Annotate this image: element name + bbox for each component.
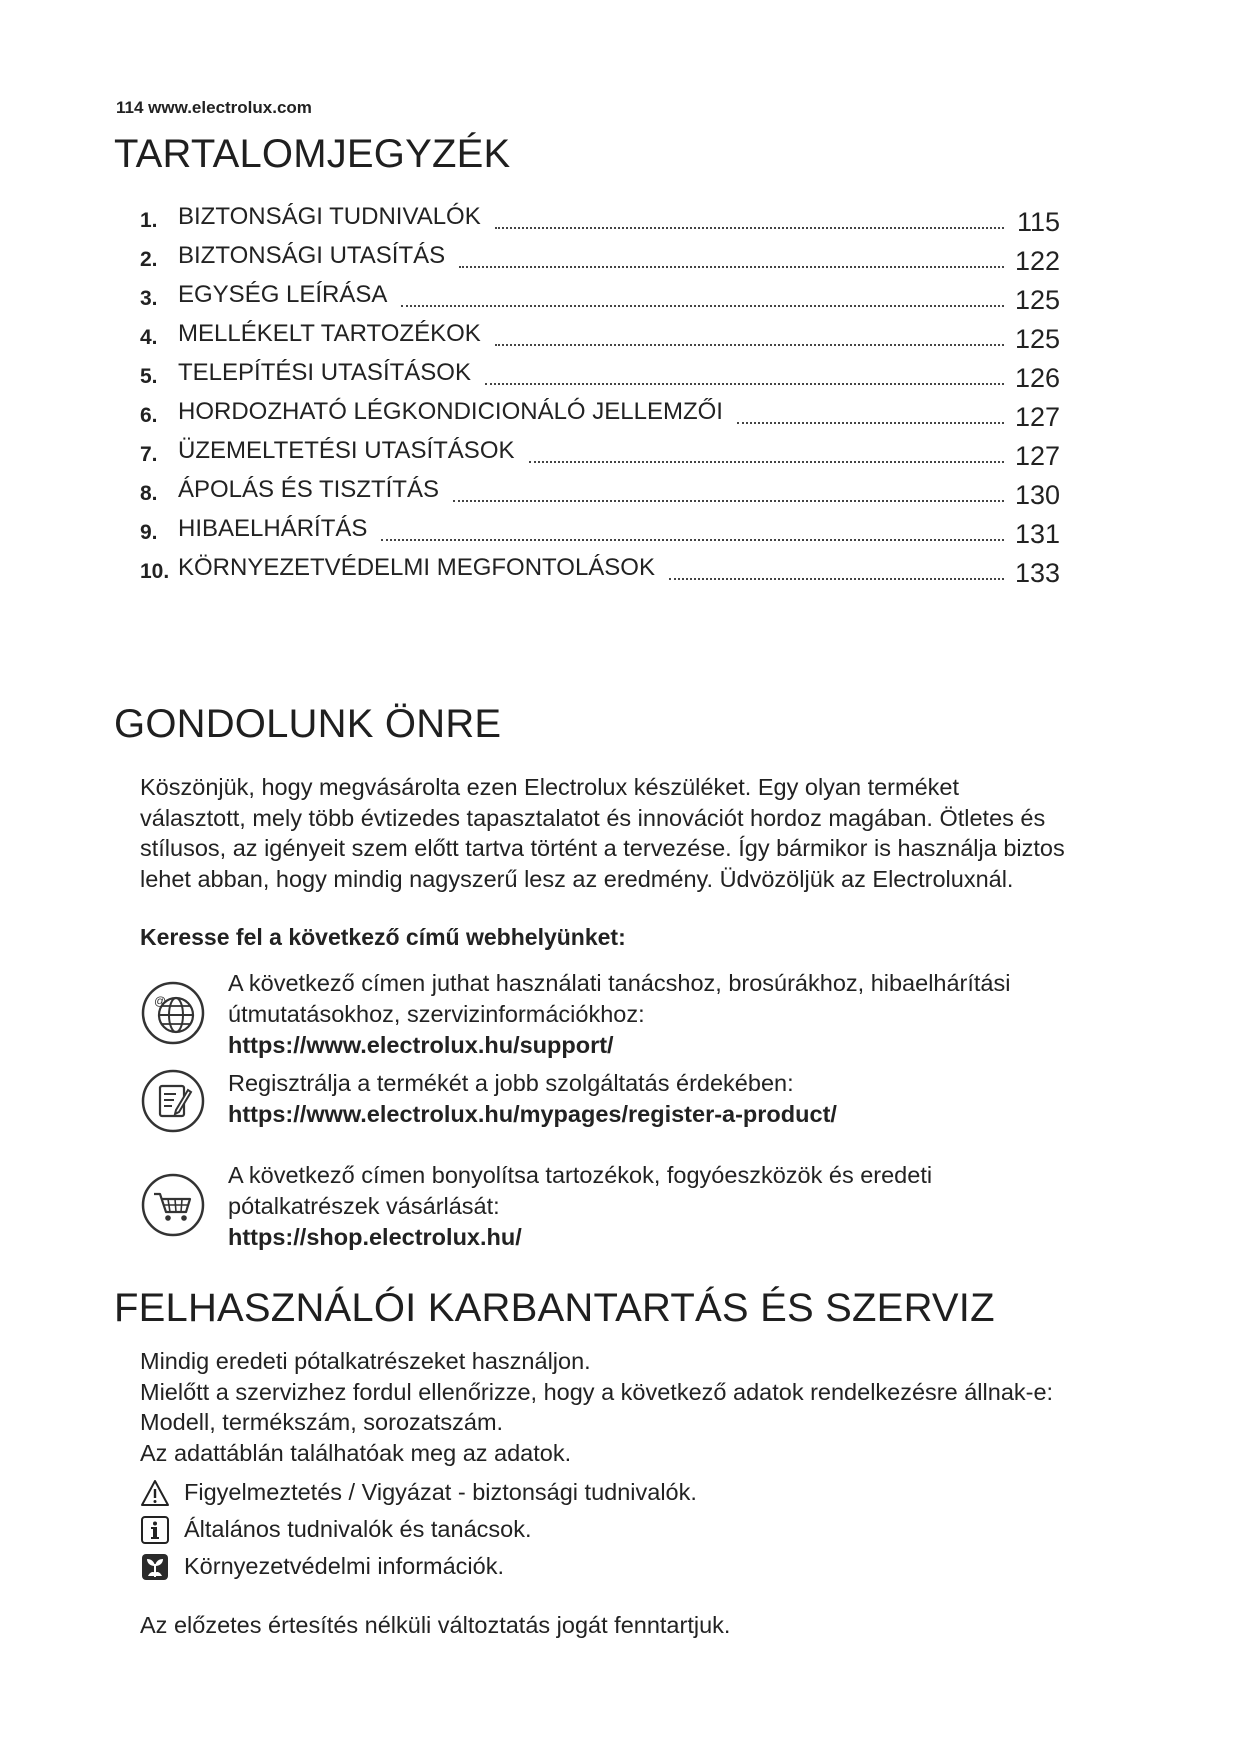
- website-link[interactable]: www.electrolux.com: [148, 98, 312, 117]
- maintenance-title: FELHASZNÁLÓI KARBANTARTÁS ÉS SZERVIZ: [114, 1286, 995, 1330]
- thinking-of-you-title: GONDOLUNK ÖNRE: [114, 702, 502, 746]
- toc-number: 5.: [140, 365, 158, 388]
- toc-entry[interactable]: [140, 317, 1060, 356]
- maintenance-line: Mindig eredeti pótalkatrészeket használjon.: [140, 1348, 591, 1374]
- toc-number: 2.: [140, 248, 158, 271]
- toc-leader: [737, 421, 1004, 424]
- toc-entry[interactable]: [140, 239, 1060, 278]
- toc-title: TARTALOMJEGYZÉK: [114, 132, 511, 176]
- toc-number: 10.: [140, 560, 170, 583]
- shopping-cart-icon: [140, 1172, 206, 1238]
- toc-entry[interactable]: [140, 512, 1060, 551]
- toc-label: HORDOZHATÓ LÉGKONDICIONÁLÓ JELLEMZŐI: [178, 398, 723, 425]
- toc-leader: [495, 226, 1004, 229]
- toc-leader: [495, 343, 1004, 346]
- page-header: [116, 98, 312, 118]
- toc-entry[interactable]: [140, 551, 1060, 590]
- info-icon: [140, 1515, 170, 1545]
- legend-item: [140, 1474, 1040, 1511]
- intro-line: Köszönjük, hogy megvásárolta ezen Electrolux készüléket. Egy olyan terméket: [140, 774, 960, 800]
- register-url-link[interactable]: https://www.electrolux.hu/mypages/register-a-product/: [228, 1101, 837, 1127]
- table-of-contents: [140, 200, 1060, 590]
- toc-entry[interactable]: [140, 473, 1060, 512]
- website-shop-text: [228, 1160, 1128, 1253]
- website-desc-line: útmutatásokhoz, szervizinformációkhoz:: [228, 1001, 645, 1027]
- toc-page: 131: [1014, 519, 1060, 549]
- warning-icon: [140, 1478, 170, 1508]
- toc-number: 7.: [140, 443, 158, 466]
- toc-number: 6.: [140, 404, 158, 427]
- toc-label: ÜZEMELTETÉSI UTASÍTÁSOK: [178, 437, 515, 464]
- visit-website-heading: Keresse fel a következő című webhelyünket:: [140, 924, 626, 950]
- toc-label: TELEPÍTÉSI UTASÍTÁSOK: [178, 359, 471, 386]
- intro-line: lehet abban, hogy mindig nagyszerű lesz az eredmény. Üdvözöljük az Electroluxnál.: [140, 865, 1014, 892]
- toc-leader: [485, 382, 1004, 385]
- toc-page: 133: [1014, 558, 1060, 588]
- maintenance-paragraph: [140, 1346, 1150, 1468]
- toc-label: EGYSÉG LEÍRÁSA: [178, 281, 388, 308]
- maintenance-line: Mielőtt a szervizhez fordul ellenőrizze, hogy a következő adatok rendelkezésre állnak-e:: [140, 1378, 1054, 1405]
- legend-text: Környezetvédelmi információk.: [184, 1553, 504, 1579]
- shop-url-link[interactable]: https://shop.electrolux.hu/: [228, 1224, 522, 1250]
- toc-number: 1.: [140, 209, 158, 232]
- website-desc-line: A következő címen bonyolítsa tartozékok, fogyóeszközök és eredeti: [228, 1162, 933, 1188]
- toc-page: 125: [1014, 285, 1060, 315]
- toc-label: ÁPOLÁS ÉS TISZTÍTÁS: [178, 476, 439, 503]
- toc-number: 8.: [140, 482, 158, 505]
- toc-page: 127: [1014, 402, 1060, 432]
- support-url-link[interactable]: https://www.electrolux.hu/support/: [228, 1032, 614, 1058]
- toc-label: KÖRNYEZETVÉDELMI MEGFONTOLÁSOK: [178, 554, 655, 581]
- environment-icon: [140, 1552, 170, 1582]
- register-icon: [140, 1068, 206, 1134]
- toc-entry[interactable]: [140, 356, 1060, 395]
- toc-label: BIZTONSÁGI TUDNIVALÓK: [178, 203, 481, 230]
- toc-page: 115: [1016, 207, 1060, 237]
- toc-leader: [453, 499, 1004, 502]
- toc-label: BIZTONSÁGI UTASÍTÁS: [178, 242, 446, 269]
- toc-label: MELLÉKELT TARTOZÉKOK: [178, 320, 481, 347]
- legend-item: [140, 1548, 1040, 1585]
- intro-paragraph: [140, 772, 1150, 894]
- legend-text: Figyelmeztetés / Vigyázat - biztonsági tudnivalók.: [184, 1479, 697, 1505]
- toc-page: 126: [1014, 363, 1060, 393]
- toc-leader: [529, 460, 1005, 463]
- toc-entry[interactable]: [140, 434, 1060, 473]
- toc-page: 127: [1014, 441, 1060, 471]
- toc-page: 125: [1014, 324, 1060, 354]
- toc-leader: [669, 577, 1004, 580]
- website-support-text: [228, 968, 1128, 1061]
- globe-icon: [140, 980, 206, 1046]
- maintenance-line: Az adattáblán találhatóak meg az adatok.: [140, 1439, 572, 1466]
- website-desc-line: A következő címen juthat használati tanácshoz, brosúrákhoz, hibaelhárítási: [228, 970, 1011, 996]
- toc-page: 130: [1014, 480, 1060, 510]
- page-number: 114: [116, 98, 144, 117]
- toc-number: 9.: [140, 521, 158, 544]
- intro-line: választott, mely több évtizedes tapasztalatot és innovációt hordoz magában. Ötletes és: [140, 804, 1046, 831]
- disclaimer-text: Az előzetes értesítés nélküli változtatás jogát fenntartjuk.: [140, 1612, 731, 1638]
- toc-entry[interactable]: [140, 278, 1060, 317]
- toc-leader: [459, 265, 1004, 268]
- toc-entry[interactable]: [140, 395, 1060, 434]
- toc-label: HIBAELHÁRÍTÁS: [178, 515, 368, 542]
- symbol-legend: [140, 1474, 1040, 1585]
- toc-leader: [401, 304, 1004, 307]
- toc-entry[interactable]: [140, 200, 1060, 239]
- legend-item: [140, 1511, 1040, 1548]
- website-desc-line: pótalkatrészek vásárlását:: [228, 1193, 500, 1219]
- legend-text: Általános tudnivalók és tanácsok.: [184, 1516, 532, 1542]
- intro-line: stílusos, az igényeit szem előtt tartva történt a tervezése. Így bármikor is használja biztos: [140, 835, 1065, 861]
- website-desc-line: Regisztrálja a termékét a jobb szolgáltatás érdekében:: [228, 1070, 794, 1096]
- svg-text:@: @: [154, 994, 167, 1008]
- website-register-text: [228, 1068, 1128, 1130]
- toc-number: 3.: [140, 287, 158, 310]
- toc-leader: [381, 538, 1004, 541]
- maintenance-line: Modell, termékszám, sorozatszám.: [140, 1409, 504, 1435]
- toc-number: 4.: [140, 326, 158, 349]
- toc-page: 122: [1014, 246, 1060, 276]
